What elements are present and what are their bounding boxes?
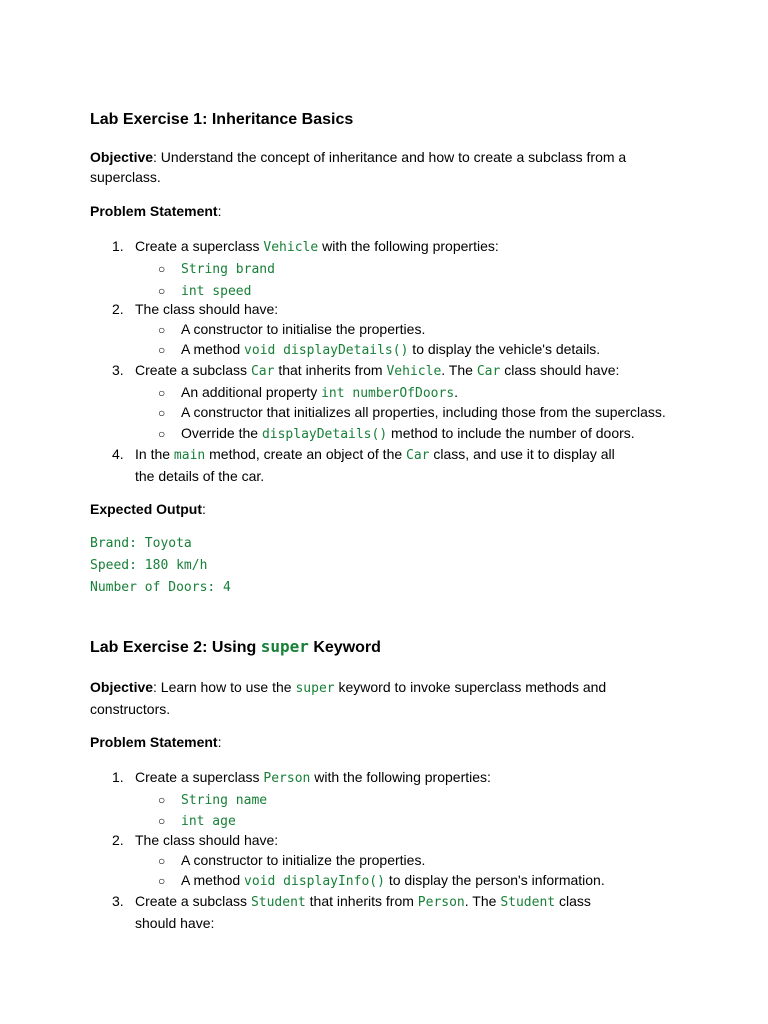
exercise-2-title <box>90 637 381 658</box>
exercise-1-objective <box>90 147 670 187</box>
text: . <box>454 384 459 400</box>
code-span: Student <box>250 895 306 910</box>
bullet-icon: ○ <box>158 323 166 337</box>
exercise-1-title: Lab Exercise 1: Inheritance Basics <box>90 111 354 128</box>
code-span: super <box>260 637 309 656</box>
sub-list-item <box>158 339 600 361</box>
exercise-2-problem-label: Problem Statement: <box>90 734 222 750</box>
list-item <box>112 299 278 319</box>
text: Create a superclass <box>135 238 264 254</box>
code-span: super <box>295 681 335 696</box>
code-span: String name <box>181 793 268 808</box>
sub-list-item <box>158 423 635 445</box>
bullet-icon: ○ <box>158 814 166 828</box>
bullet-icon: ○ <box>158 427 166 441</box>
text: . The <box>464 893 501 909</box>
text: . The <box>441 362 477 378</box>
text: method to include the number of doors. <box>387 425 635 441</box>
text: A method <box>181 341 245 357</box>
text: Keyword <box>308 639 381 656</box>
list-number: 2. <box>112 301 124 317</box>
text: class should have: <box>500 362 620 378</box>
list-item <box>112 236 499 258</box>
code-span: main <box>173 448 206 463</box>
text: class, and use it to display all the details of the car. <box>135 446 615 484</box>
sub-list-item <box>158 870 605 892</box>
text: : Learn how to use the <box>153 679 296 695</box>
code-span: Person <box>263 771 311 786</box>
text: to display the person's information. <box>384 872 605 888</box>
code-span: void displayInfo() <box>244 874 385 889</box>
exercise-1-problem-label: Problem Statement: <box>90 203 222 219</box>
bullet-icon: ○ <box>158 406 166 420</box>
code-span: int speed <box>181 284 252 299</box>
list-item <box>112 830 278 850</box>
code-span: int age <box>181 814 236 829</box>
output-line: Speed: 180 km/h <box>90 558 208 573</box>
list-number: 4. <box>112 446 124 462</box>
sub-list-item <box>158 402 666 423</box>
list-text <box>112 891 632 933</box>
code-span: Car <box>476 364 501 379</box>
text: A constructor to initialize the properties. <box>181 852 426 868</box>
text: A method <box>181 872 245 888</box>
objective-text: : Understand the concept of inheritance and how to create a subclass from a superclass. <box>90 149 627 185</box>
bullet-icon: ○ <box>158 386 166 400</box>
list-number: 3. <box>112 362 124 378</box>
code-span: Car <box>406 448 430 463</box>
sub-list-item <box>158 789 267 811</box>
sub-list-item <box>158 258 275 280</box>
bullet-icon: ○ <box>158 854 166 868</box>
code-span: Vehicle <box>263 240 319 255</box>
code-span: Person <box>417 895 465 910</box>
output-line: Number of Doors: 4 <box>90 580 231 595</box>
list-number: 1. <box>112 238 124 254</box>
expected-output-label: Expected Output: <box>90 501 206 517</box>
text: Override the <box>181 425 262 441</box>
list-number: 3. <box>112 893 124 909</box>
list-number: 1. <box>112 769 124 785</box>
bullet-icon: ○ <box>158 343 166 357</box>
list-item <box>112 891 632 933</box>
text: The class should have: <box>135 832 279 848</box>
bullet-icon: ○ <box>158 874 166 888</box>
bullet-icon: ○ <box>158 284 166 298</box>
exercise-2-objective <box>90 677 670 719</box>
text: In the <box>135 446 174 462</box>
sub-list-item <box>158 382 458 404</box>
output-line: Brand: Toyota <box>90 536 192 551</box>
text: The class should have: <box>135 301 279 317</box>
text: class should have: <box>135 893 591 931</box>
bullet-icon: ○ <box>158 793 166 807</box>
text: with the following properties: <box>318 238 499 254</box>
sub-list-item <box>158 319 425 340</box>
list-number: 2. <box>112 832 124 848</box>
objective-label: Objective <box>90 149 154 165</box>
list-text <box>112 444 632 486</box>
list-item <box>112 444 632 486</box>
code-span: Car <box>250 364 275 379</box>
text: with the following properties: <box>310 769 491 785</box>
code-span: Student <box>500 895 556 910</box>
text: Create a subclass <box>135 362 251 378</box>
sub-list-item <box>158 850 425 871</box>
objective-label: Objective <box>90 679 154 695</box>
text: to display the vehicle's details. <box>408 341 601 357</box>
problem-statement-label: Problem Statement <box>90 734 218 750</box>
code-span: String brand <box>181 262 275 277</box>
text: keyword to invoke superclass methods and constructors. <box>90 679 607 717</box>
list-item <box>112 767 491 789</box>
code-span: Vehicle <box>386 364 442 379</box>
text: Create a superclass <box>135 769 264 785</box>
text: Create a subclass <box>135 893 251 909</box>
expected-output-heading: Expected Output <box>90 501 203 517</box>
text: that inherits from <box>274 362 387 378</box>
text: Lab Exercise 2: Using <box>90 639 261 656</box>
text: A constructor to initialise the properties. <box>181 321 426 337</box>
code-span: int numberOfDoors <box>321 386 455 401</box>
text: method, create an object of the <box>205 446 407 462</box>
list-item <box>112 360 619 382</box>
bullet-icon: ○ <box>158 262 166 276</box>
problem-statement-label: Problem Statement <box>90 203 218 219</box>
code-span: void displayDetails() <box>244 343 409 358</box>
text: A constructor that initializes all properties, including those from the superclass. <box>181 404 666 420</box>
sub-list-item <box>158 810 236 832</box>
code-span: displayDetails() <box>261 427 388 442</box>
text: An additional property <box>181 384 322 400</box>
text: that inherits from <box>305 893 418 909</box>
